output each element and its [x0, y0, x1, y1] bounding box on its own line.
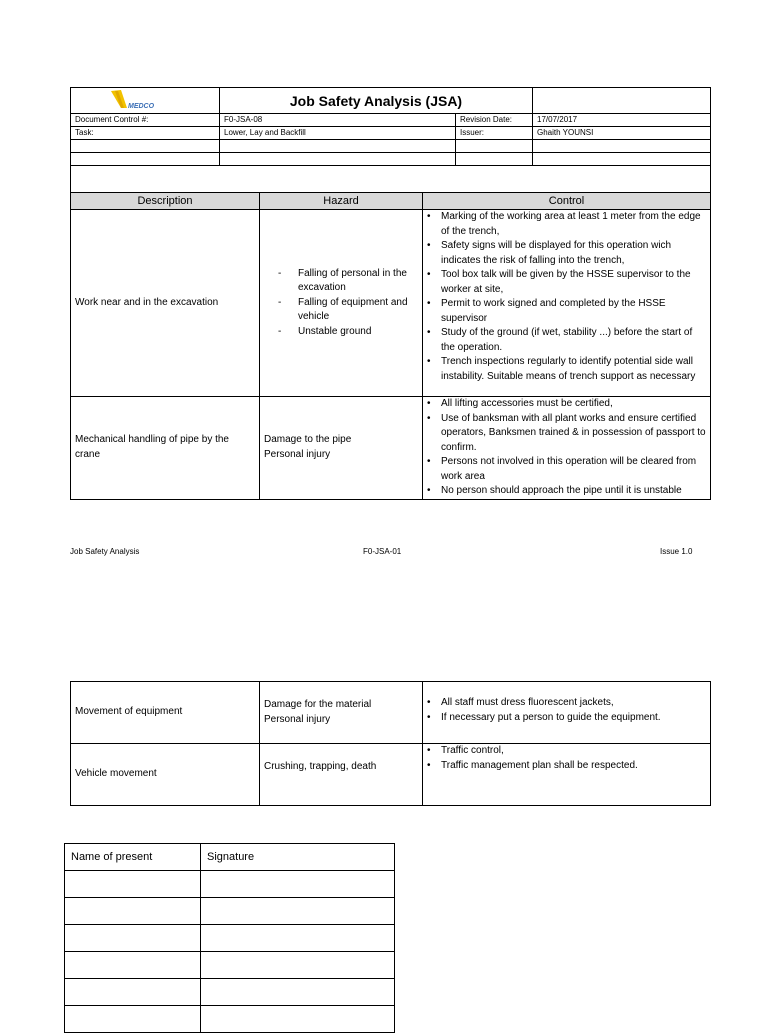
control-item: • Study of the ground (if wet, stability ...) before the start of the operation. — [427, 326, 708, 355]
signature-header: Signature — [201, 844, 395, 871]
row-hazards — [260, 744, 423, 806]
control-item: • Use of banksman with all plant works and ensure certified operators, Banksmen trained & in possession of passport to confirm. — [427, 412, 708, 456]
revision-date-label: Revision Date: — [456, 114, 533, 127]
footer-center: F0-JSA-01 — [363, 547, 402, 556]
column-header-hazard: Hazard — [260, 193, 423, 210]
table-row — [71, 744, 711, 806]
logo-cell — [71, 88, 220, 114]
hazard-item: Damage for the material — [264, 699, 372, 710]
signature-cell[interactable] — [201, 952, 395, 979]
control-item: • Traffic control, — [427, 744, 708, 759]
issuer-value: Ghaith YOUNSI — [533, 127, 711, 140]
control-item: • Traffic management plan shall be respected. — [427, 759, 708, 774]
name-cell[interactable] — [65, 898, 201, 925]
table-row — [71, 397, 711, 500]
signature-row — [65, 1006, 395, 1033]
logo-text: MEDCO — [128, 103, 155, 110]
medco-logo — [71, 88, 220, 110]
row-hazards — [260, 682, 423, 744]
row-description: Work near and in the excavation — [71, 210, 260, 397]
control-item: • No person should approach the pipe until it is unstable — [427, 484, 708, 499]
signature-cell[interactable] — [201, 979, 395, 1006]
column-header-control: Control — [423, 193, 711, 210]
name-cell[interactable] — [65, 1006, 201, 1033]
signature-row — [65, 871, 395, 898]
task-label: Task: — [71, 127, 220, 140]
control-item: • If necessary put a person to guide the equipment. — [427, 711, 708, 726]
row-hazards — [260, 397, 423, 500]
column-header-description: Description — [71, 193, 260, 210]
issuer-label: Issuer: — [456, 127, 533, 140]
task-value: Lower, Lay and Backfill — [220, 127, 456, 140]
control-item: • Trench inspections regularly to identify potential side wall instability. Suitable means of trench support as necessary — [427, 355, 708, 384]
doc-control-value: F0-JSA-08 — [220, 114, 456, 127]
table-row — [71, 210, 711, 397]
control-item: • Persons not involved in this operation will be cleared from work area — [427, 455, 708, 484]
signature-row — [65, 898, 395, 925]
footer-left: Job Safety Analysis — [70, 547, 140, 556]
control-item: • Permit to work signed and completed by the HSSE supervisor — [427, 297, 708, 326]
control-item: • Marking of the working area at least 1 meter from the edge of the trench, — [427, 210, 708, 239]
control-item: • All lifting accessories must be certified, — [427, 397, 708, 412]
header-table — [70, 87, 711, 195]
signature-row — [65, 979, 395, 1006]
jsa-table-continued — [70, 681, 711, 806]
row-controls — [423, 744, 711, 806]
jsa-table — [70, 192, 711, 500]
control-item: • All staff must dress fluorescent jackets, — [427, 696, 708, 711]
footer-right: Issue 1.0 — [660, 547, 693, 556]
name-of-present-header: Name of present — [65, 844, 201, 871]
row-description: Vehicle movement — [71, 744, 260, 806]
control-item: • Safety signs will be displayed for this operation wich indicates the risk of falling into the trench, — [427, 239, 708, 268]
name-cell[interactable] — [65, 979, 201, 1006]
hazard-item: Damage to the pipe — [264, 434, 352, 446]
row-controls — [423, 682, 711, 744]
signature-row — [65, 952, 395, 979]
signature-cell[interactable] — [201, 898, 395, 925]
row-controls — [423, 210, 711, 397]
row-description: Movement of equipment — [71, 682, 260, 744]
name-cell[interactable] — [65, 925, 201, 952]
document-title: Job Safety Analysis (JSA) — [220, 88, 533, 114]
doc-control-label: Document Control #: — [71, 114, 220, 127]
signature-cell[interactable] — [201, 1006, 395, 1033]
table-row — [71, 682, 711, 744]
row-hazards — [260, 210, 423, 397]
hazard-item: - Unstable ground — [278, 325, 418, 340]
signature-row — [65, 925, 395, 952]
row-description: Mechanical handling of pipe by the crane — [71, 397, 260, 500]
name-cell[interactable] — [65, 871, 201, 898]
attendance-table — [64, 843, 395, 1033]
name-cell[interactable] — [65, 952, 201, 979]
hazard-item: Crushing, trapping, death — [264, 761, 377, 772]
revision-date-value: 17/07/2017 — [533, 114, 711, 127]
hazard-item: - Falling of equipment and vehicle — [278, 296, 418, 325]
row-controls — [423, 397, 711, 500]
hazard-item: - Falling of personal in the excavation — [278, 267, 418, 296]
signature-cell[interactable] — [201, 925, 395, 952]
signature-cell[interactable] — [201, 871, 395, 898]
hazard-item: Personal injury — [264, 448, 331, 460]
control-item: • Tool box talk will be given by the HSSE supervisor to the worker at site, — [427, 268, 708, 297]
hazard-item: Personal injury — [264, 713, 331, 725]
